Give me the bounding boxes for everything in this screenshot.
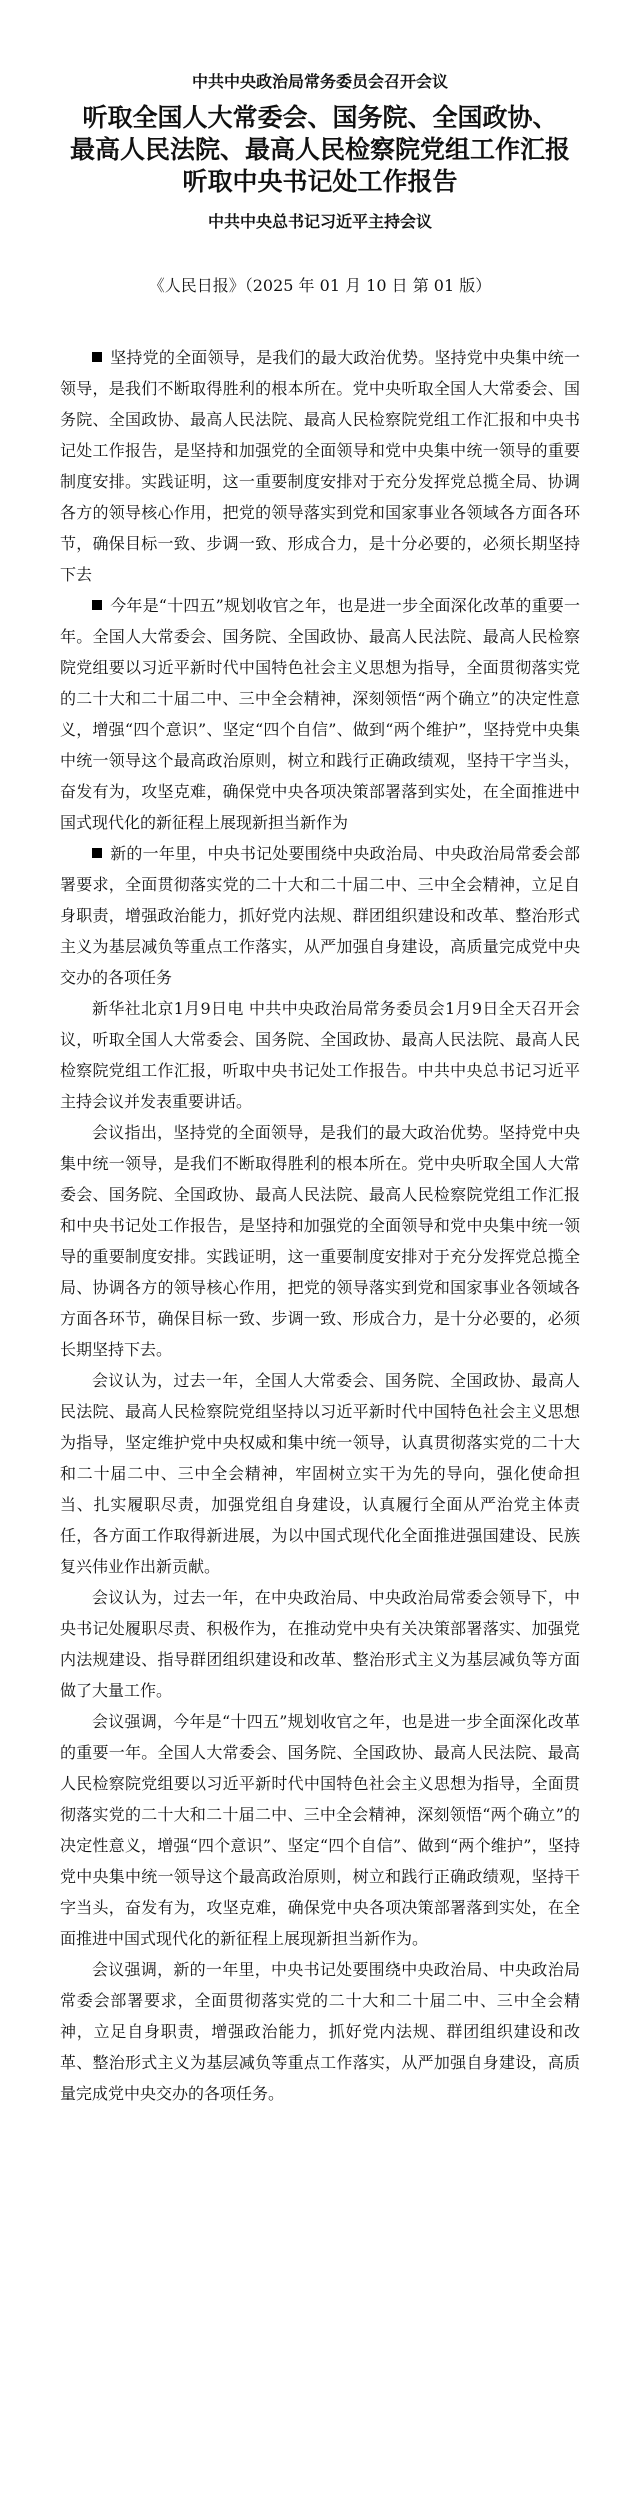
article-paragraph-3: 会议认为，过去一年，全国人大常委会、国务院、全国政协、最高人民法院、最高人民检察院党组坚持以习近平新时代中国特色社会主义思想为指导，坚定维护党中央权威和集中统一领导，认真贯彻落实党的二十大和二十届二中、三中全会精神，牢固树立实干为先的导向，强化使命担当、扎实履职尽责，加强党组自身建设，认真履行全面从严治党主体责任，各方面工作取得新进展，为以中国式现代化全面推进强国建设、民族复兴伟业作出新贡献。 bbox=[60, 1371, 580, 1576]
article-paragraph-6: 会议强调，新的一年里，中央书记处要围绕中央政治局、中央政治局常委会部署要求，全面贯彻落实党的二十大和二十届二中、三中全会精神，立足自身职责，增强政治能力，抓好党内法规、群团组织建设和改革、整治形式主义为基层减负等重点工作落实，从严加强自身建设，高质量完成党中央交办的各项任务。 bbox=[60, 1960, 580, 2103]
article-paragraph-5: 会议强调，今年是“十四五”规划收官之年，也是进一步全面深化改革的重要一年。全国人大常委会、国务院、全国政协、最高人民法院、最高人民检察院党组要以习近平新时代中国特色社会主义思想为指导，全面贯彻落实党的二十大和二十届二中、三中全会精神，深刻领悟“两个确立”的决定性意义，增强“四个意识”、坚定“四个自信”、做到“两个维护”，坚持党中央集中统一领导这个最高政治原则，树立和践行正确政绩观，坚持干字当头，奋发有为，攻坚克难，确保党中央各项决策部署落到实处，在全面推进中国式现代化的新征程上展现新担当新作为。 bbox=[60, 1712, 580, 1948]
paragraph-text: 新的一年里，中央书记处要围绕中央政治局、中央政治局常委会部署要求，全面贯彻落实党的二十大和二十届二中、三中全会精神，立足自身职责，增强政治能力，抓好党内法规、群团组织建设和改革、整治形式主义为基层减负等重点工作落实，从严加强自身建设，高质量完成党中央交办的各项任务 bbox=[60, 844, 580, 987]
article-paragraph-2: 会议指出，坚持党的全面领导，是我们的最大政治优势。坚持党中央集中统一领导，是我们不断取得胜利的根本所在。党中央听取全国人大常委会、国务院、全国政协、最高人民法院、最高人民检察院党组工作汇报和中央书记处工作报告，是坚持和加强党的全面领导和党中央集中统一领导的重要制度安排。实践证明，这一重要制度安排对于充分发挥党总揽全局、协调各方的领导核心作用，把党的领导落实到党和国家事业各领域各方面各环节，确保目标一致、步调一致、形成合力，是十分必要的，必须长期坚持下去。 bbox=[60, 1123, 580, 1359]
main-title-line-2: 最高人民法院、最高人民检察院党组工作汇报 bbox=[69, 135, 570, 164]
article-paragraph-1: 新华社北京1月9日电 中共中央政治局常务委员会1月9日全天召开会议，听取全国人大常委会、国务院、全国政协、最高人民法院、最高人民检察院党组工作汇报，听取中央书记处工作报告。中共中央总书记习近平主持会议并发表重要讲话。 bbox=[60, 999, 580, 1111]
summary-paragraph-3 bbox=[60, 838, 580, 993]
article-header bbox=[60, 70, 580, 234]
main-title-line-1: 听取全国人大常委会、国务院、全国政协、 bbox=[82, 103, 558, 132]
square-bullet-icon bbox=[92, 352, 102, 362]
subtitle: 中共中央总书记习近平主持会议 bbox=[207, 212, 432, 231]
summary-paragraph-1 bbox=[60, 342, 580, 590]
square-bullet-icon bbox=[92, 600, 102, 610]
summary-paragraph-2 bbox=[60, 590, 580, 838]
main-title-line-3: 听取中央书记处工作报告 bbox=[182, 167, 458, 196]
square-bullet-icon bbox=[92, 848, 102, 858]
paragraph-text: 今年是“十四五”规划收官之年，也是进一步全面深化改革的重要一年。全国人大常委会、国务院、全国政协、最高人民法院、最高人民检察院党组要以习近平新时代中国特色社会主义思想为指导，全面贯彻落实党的二十大和二十届二中、三中全会精神，深刻领悟“两个确立”的决定性意义，增强“四个意识”、坚定“四个自信”、做到“两个维护”，坚持党中央集中统一领导这个最高政治原则，树立和践行正确政绩观，坚持干字当头，奋发有为，攻坚克难，确保党中央各项决策部署落到实处，在全面推进中国式现代化的新征程上展现新担当新作为 bbox=[60, 596, 580, 832]
paragraph-text: 坚持党的全面领导，是我们的最大政治优势。坚持党中央集中统一领导，是我们不断取得胜利的根本所在。党中央听取全国人大常委会、国务院、全国政协、最高人民法院、最高人民检察院党组工作汇报和中央书记处工作报告，是坚持和加强党的全面领导和党中央集中统一领导的重要制度安排。实践证明，这一重要制度安排对于充分发挥党总揽全局、协调各方的领导核心作用，把党的领导落实到党和国家事业各领域各方面各环节，确保目标一致、步调一致、形成合力，是十分必要的，必须长期坚持下去 bbox=[60, 348, 580, 584]
article-body bbox=[60, 342, 580, 2109]
article-paragraph-4: 会议认为，过去一年，在中央政治局、中央政治局常委会领导下，中央书记处履职尽责、积极作为，在推动党中央有关决策部署落实、加强党内法规建设、指导群团组织建设和改革、整治形式主义为基层减负等方面做了大量工作。 bbox=[60, 1588, 580, 1700]
kicker-title: 中共中央政治局常务委员会召开会议 bbox=[191, 72, 448, 91]
source-line: 《人民日报》（2025 年 01 月 10 日 第 01 版） bbox=[148, 276, 492, 295]
